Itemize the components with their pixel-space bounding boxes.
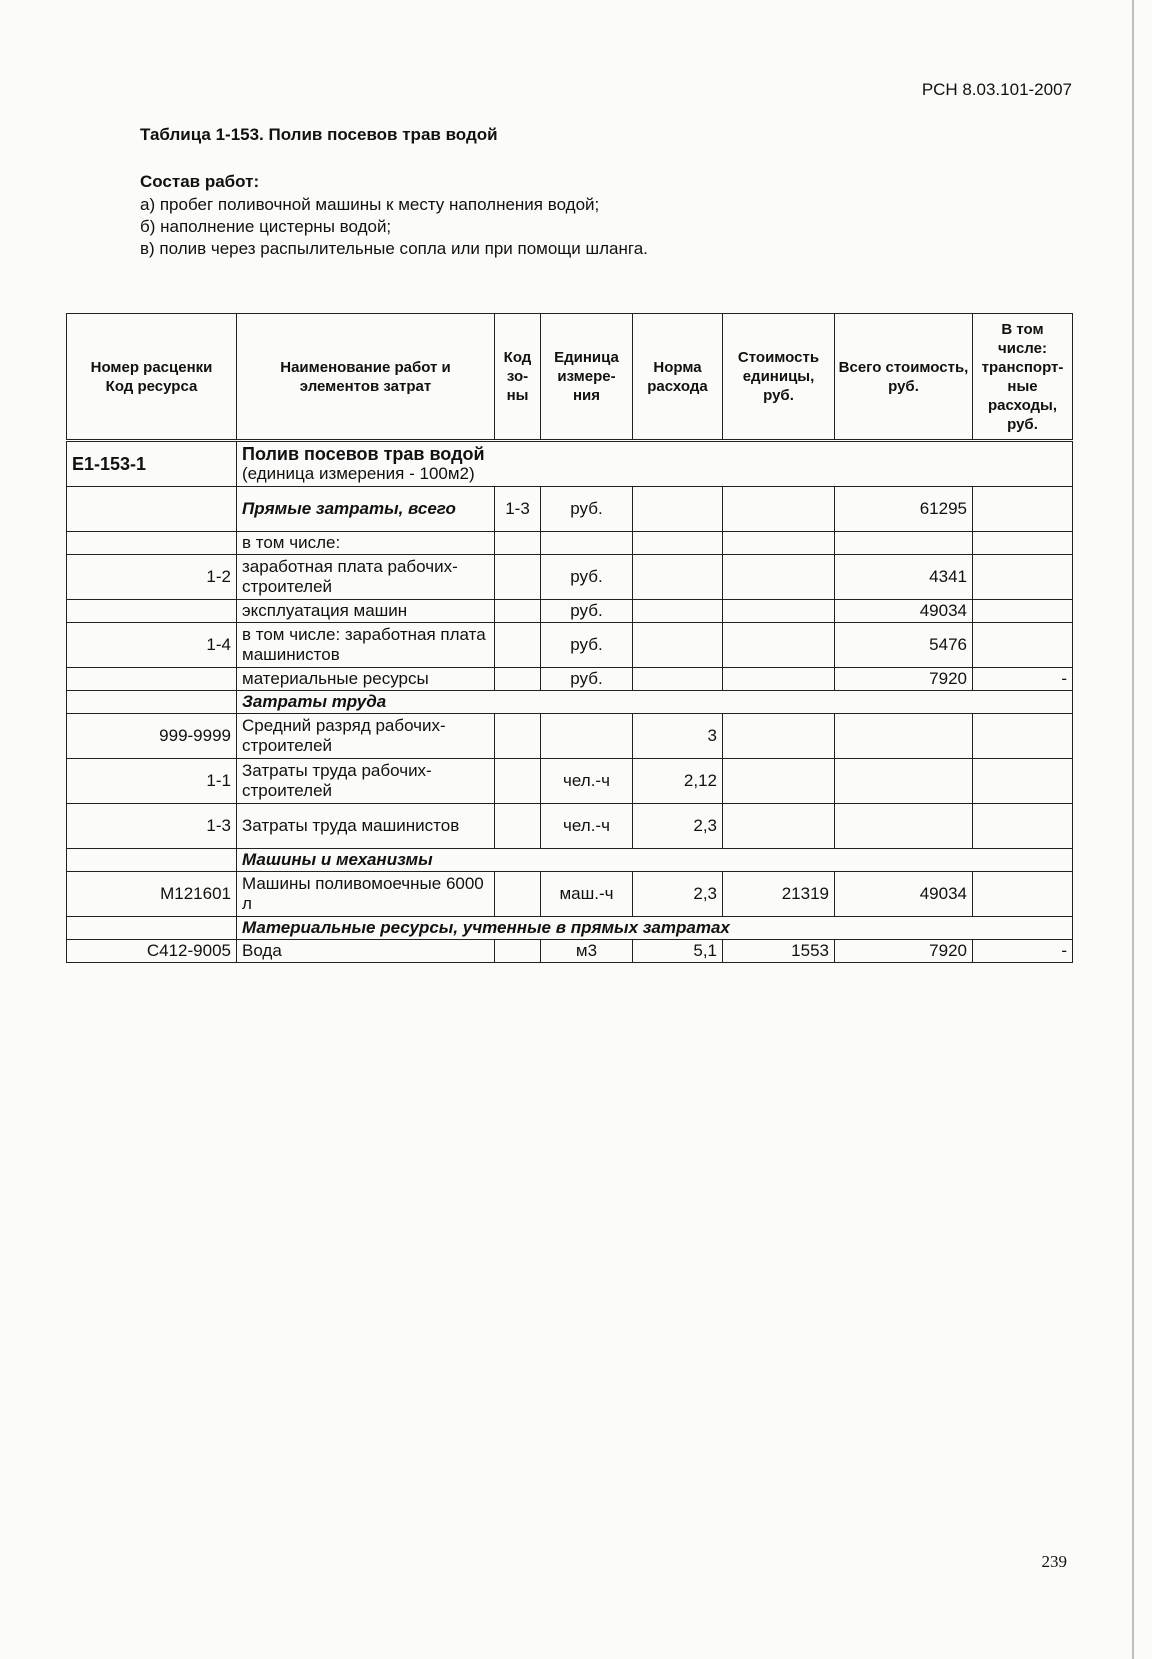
norm-cell bbox=[633, 668, 723, 691]
transport-cell bbox=[973, 714, 1073, 759]
unit-cell: руб. bbox=[541, 668, 633, 691]
transport-cell: - bbox=[973, 940, 1073, 963]
header-total: Всего стоимость, руб. bbox=[835, 314, 973, 441]
total-cell bbox=[835, 759, 973, 804]
code-cell: Е1-153-1 bbox=[67, 441, 237, 487]
code-cell bbox=[67, 849, 237, 872]
work-composition-list bbox=[140, 194, 648, 260]
table-row bbox=[67, 804, 1073, 849]
zone-cell bbox=[495, 555, 541, 600]
norm-cell: 2,3 bbox=[633, 872, 723, 917]
header-code-line2: Код ресурса bbox=[105, 377, 198, 395]
code-cell: 999-9999 bbox=[67, 714, 237, 759]
transport-cell bbox=[973, 555, 1073, 600]
zone-cell: 1-3 bbox=[495, 487, 541, 532]
section-title: Материальные ресурсы, учтенные в прямых затратах bbox=[237, 917, 1073, 940]
total-cell: 4341 bbox=[835, 555, 973, 600]
table-row bbox=[67, 487, 1073, 532]
work-item: а) пробег поливочной машины к месту наполнения водой; bbox=[140, 195, 600, 214]
work-item: б) наполнение цистерны водой; bbox=[140, 217, 392, 236]
name-cell: в том числе: bbox=[237, 532, 495, 555]
price-cell bbox=[723, 668, 835, 691]
norm-cell: 5,1 bbox=[633, 940, 723, 963]
unit-cell bbox=[541, 714, 633, 759]
unit-cell: м3 bbox=[541, 940, 633, 963]
total-cell: 5476 bbox=[835, 623, 973, 668]
zone-cell bbox=[495, 940, 541, 963]
name-cell: эксплуатация машин bbox=[237, 600, 495, 623]
transport-cell bbox=[973, 759, 1073, 804]
section-row bbox=[67, 849, 1073, 872]
zone-cell bbox=[495, 714, 541, 759]
unit-cell: чел.-ч bbox=[541, 804, 633, 849]
price-cell bbox=[723, 487, 835, 532]
table-title: Таблица 1-153. Полив посевов трав водой bbox=[140, 125, 498, 144]
name-cell: Затраты труда машинистов bbox=[237, 804, 495, 849]
name-cell bbox=[237, 441, 1073, 487]
header-name: Наименование работ и элементов затрат bbox=[237, 314, 495, 441]
transport-cell bbox=[973, 487, 1073, 532]
section-row bbox=[67, 917, 1073, 940]
code-cell: С412-9005 bbox=[67, 940, 237, 963]
price-cell bbox=[723, 600, 835, 623]
section-title: Машины и механизмы bbox=[237, 849, 1073, 872]
table-row bbox=[67, 555, 1073, 600]
header-unit: Единица измере-ния bbox=[541, 314, 633, 441]
rate-title: Полив посевов трав водой bbox=[242, 444, 485, 464]
table-row bbox=[67, 600, 1073, 623]
unit-cell: чел.-ч bbox=[541, 759, 633, 804]
unit-cell: руб. bbox=[541, 555, 633, 600]
total-cell bbox=[835, 804, 973, 849]
header-zone: Код зо-ны bbox=[495, 314, 541, 441]
total-cell: 49034 bbox=[835, 872, 973, 917]
total-cell: 49034 bbox=[835, 600, 973, 623]
transport-cell bbox=[973, 600, 1073, 623]
total-cell: 7920 bbox=[835, 940, 973, 963]
zone-cell bbox=[495, 623, 541, 668]
transport-cell bbox=[973, 804, 1073, 849]
header-norm: Норма расхода bbox=[633, 314, 723, 441]
section-row bbox=[67, 691, 1073, 714]
transport-cell bbox=[973, 872, 1073, 917]
name-cell: заработная плата рабочих-строителей bbox=[237, 555, 495, 600]
table-row bbox=[67, 759, 1073, 804]
unit-cell: маш.-ч bbox=[541, 872, 633, 917]
table-row bbox=[67, 940, 1073, 963]
norm-cell: 2,12 bbox=[633, 759, 723, 804]
header-transport: В том числе: транспорт-ные расходы, руб. bbox=[973, 314, 1073, 441]
rate-unit: (единица измерения - 100м2) bbox=[242, 464, 475, 483]
header-price: Стоимость единицы, руб. bbox=[723, 314, 835, 441]
total-cell: 61295 bbox=[835, 487, 973, 532]
code-cell bbox=[67, 487, 237, 532]
name-cell: в том числе: заработная плата машинистов bbox=[237, 623, 495, 668]
table-row bbox=[67, 668, 1073, 691]
name-cell: Средний разряд рабочих-строителей bbox=[237, 714, 495, 759]
table-row bbox=[67, 714, 1073, 759]
header-code bbox=[67, 314, 237, 441]
code-cell: 1-3 bbox=[67, 804, 237, 849]
code-cell bbox=[67, 600, 237, 623]
price-cell bbox=[723, 759, 835, 804]
page-number: 239 bbox=[1041, 1552, 1067, 1571]
transport-cell bbox=[973, 532, 1073, 555]
price-cell bbox=[723, 623, 835, 668]
table-row bbox=[67, 532, 1073, 555]
total-cell bbox=[835, 714, 973, 759]
code-cell bbox=[67, 532, 237, 555]
unit-cell: руб. bbox=[541, 600, 633, 623]
price-cell: 1553 bbox=[723, 940, 835, 963]
price-cell bbox=[723, 555, 835, 600]
table-row bbox=[67, 623, 1073, 668]
transport-cell: - bbox=[973, 668, 1073, 691]
page-edge bbox=[1132, 0, 1134, 1659]
zone-cell bbox=[495, 872, 541, 917]
table-row bbox=[67, 872, 1073, 917]
zone-cell bbox=[495, 668, 541, 691]
norms-table bbox=[66, 313, 1073, 963]
price-cell bbox=[723, 532, 835, 555]
price-cell bbox=[723, 714, 835, 759]
code-cell: М121601 bbox=[67, 872, 237, 917]
zone-cell bbox=[495, 804, 541, 849]
norm-cell bbox=[633, 487, 723, 532]
code-cell bbox=[67, 691, 237, 714]
norm-cell bbox=[633, 623, 723, 668]
code-cell bbox=[67, 917, 237, 940]
name-cell: Вода bbox=[237, 940, 495, 963]
table-row bbox=[67, 441, 1073, 487]
zone-cell bbox=[495, 759, 541, 804]
unit-cell: руб. bbox=[541, 623, 633, 668]
price-cell bbox=[723, 804, 835, 849]
zone-cell bbox=[495, 532, 541, 555]
norm-cell bbox=[633, 600, 723, 623]
document-code: РСН 8.03.101-2007 bbox=[921, 80, 1072, 99]
section-title: Затраты труда bbox=[237, 691, 1073, 714]
header-code-line1: Номер расценки bbox=[90, 358, 213, 376]
transport-cell bbox=[973, 623, 1073, 668]
name-cell: Затраты труда рабочих-строителей bbox=[237, 759, 495, 804]
price-cell: 21319 bbox=[723, 872, 835, 917]
unit-cell: руб. bbox=[541, 487, 633, 532]
name-cell: Прямые затраты, всего bbox=[237, 487, 495, 532]
total-cell bbox=[835, 532, 973, 555]
zone-cell bbox=[495, 600, 541, 623]
code-cell: 1-4 bbox=[67, 623, 237, 668]
name-cell: Машины поливомоечные 6000 л bbox=[237, 872, 495, 917]
norm-cell: 3 bbox=[633, 714, 723, 759]
code-cell bbox=[67, 668, 237, 691]
norm-cell bbox=[633, 555, 723, 600]
norm-cell: 2,3 bbox=[633, 804, 723, 849]
name-cell: материальные ресурсы bbox=[237, 668, 495, 691]
work-item: в) полив через распылительные сопла или при помощи шланга. bbox=[140, 239, 648, 258]
code-cell: 1-2 bbox=[67, 555, 237, 600]
header-row bbox=[67, 314, 1073, 441]
code-cell: 1-1 bbox=[67, 759, 237, 804]
norm-cell bbox=[633, 532, 723, 555]
work-composition-heading: Состав работ: bbox=[140, 172, 260, 191]
unit-cell bbox=[541, 532, 633, 555]
total-cell: 7920 bbox=[835, 668, 973, 691]
